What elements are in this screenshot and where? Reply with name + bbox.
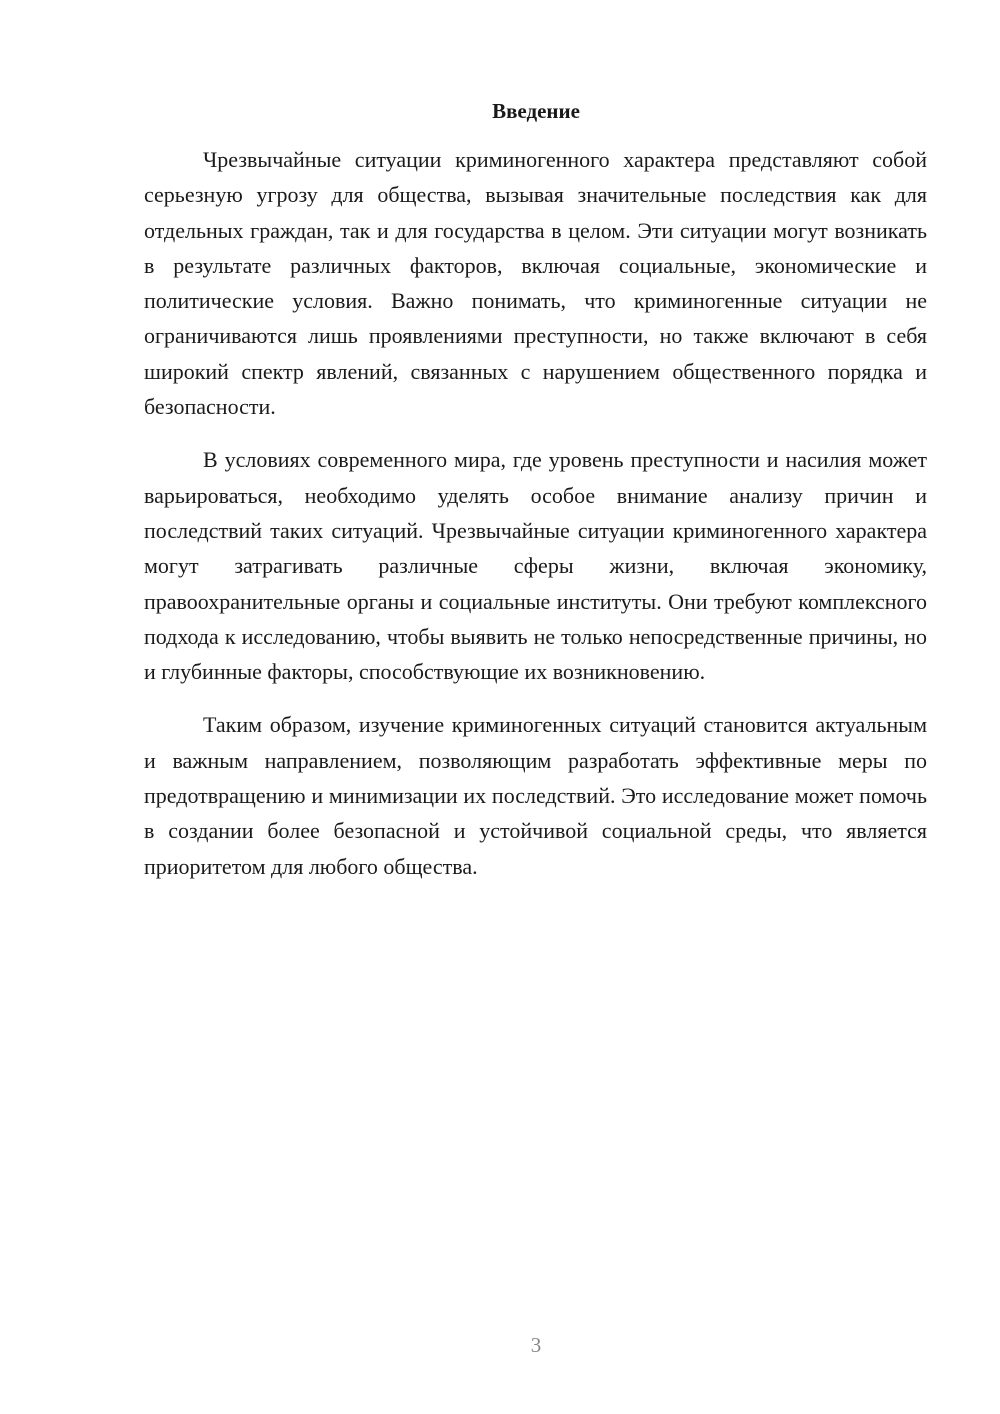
section-title: Введение	[492, 99, 580, 123]
body-text	[144, 142, 927, 902]
paragraph-2: В условиях современного мира, где уровень преступности и насилия может варьироваться, необходимо уделять особое внимание анализу причин и последствий таких ситуаций. Чрезвычайные ситуации криминогенного характера могут затрагивать различные сферы жизни, включая экономику, правоохранительные органы и социальные институты. Они требуют комплексного подхода к исследованию, чтобы выявить не только непосредственные причины, но и глубинные факторы, способствующие их возникновению.	[144, 447, 927, 685]
page-number: 3	[530, 1333, 542, 1357]
paragraph-3: Таким образом, изучение криминогенных ситуаций становится актуальным и важным направлением, позволяющим разработать эффективные меры по предотвращению и минимизации их последствий. Это исследование может помочь в создании более безопасной и устойчивой социальной среды, что является приоритетом для любого общества.	[144, 712, 927, 879]
paragraph-1: Чрезвычайные ситуации криминогенного характера представляют собой серьезную угрозу для общества, вызывая значительные последствия как для отдельных граждан, так и для государства в целом. Эти ситуации могут возникать в результате различных факторов, включая социальные, экономические и политические условия. Важно понимать, что криминогенные ситуации не ограничиваются лишь проявлениями преступности, но также включают в себя широкий спектр явлений, связанных с нарушением общественного порядка и безопасности.	[144, 147, 927, 420]
